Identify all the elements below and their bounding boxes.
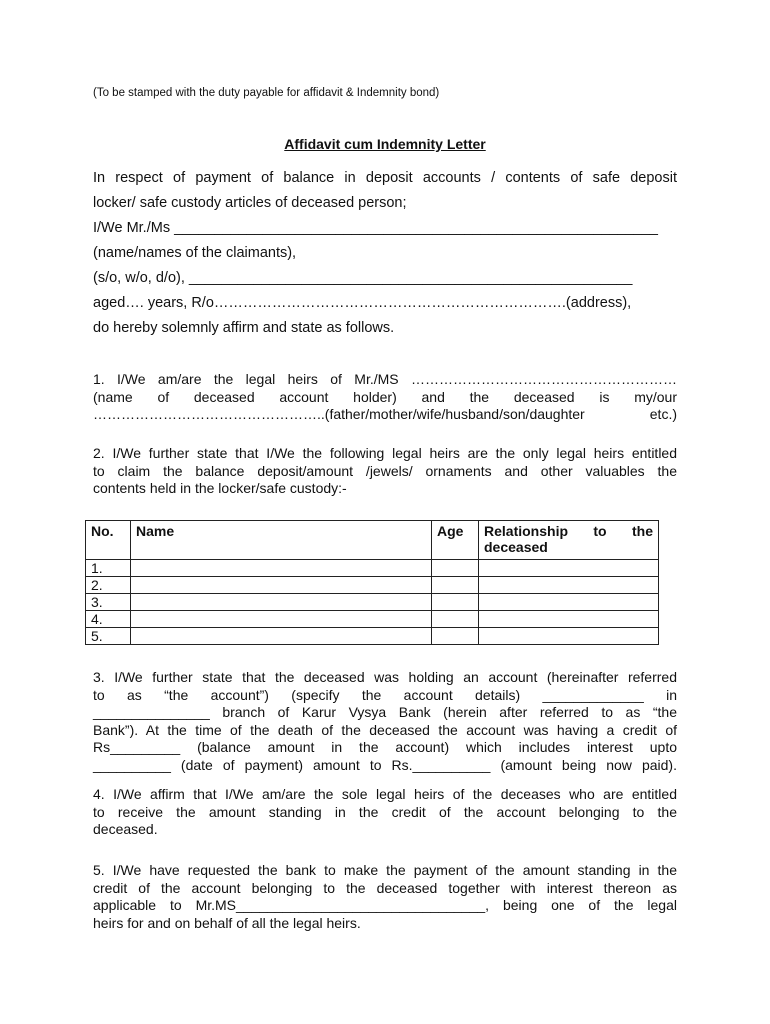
clause-line: to as “the account”) (specify the account details) _____________ in: [93, 686, 677, 703]
name-cell[interactable]: [131, 577, 432, 594]
relationship-cell[interactable]: [479, 628, 659, 645]
clause-4: [93, 786, 677, 839]
header-no: No.: [86, 521, 131, 560]
clause-line: 5. I/We have requested the bank to make the payment of the amount standing in the: [93, 862, 677, 878]
clause-line: credit of the account belonging to the deceased together with interest thereon as: [93, 879, 677, 896]
claimant-name-line: I/We Mr./Ms ____________________________________________________________: [93, 220, 658, 236]
relationship-cell[interactable]: [479, 611, 659, 628]
age-cell[interactable]: [432, 594, 479, 611]
name-cell[interactable]: [131, 560, 432, 577]
row-number: 4.: [86, 611, 131, 628]
relationship-cell[interactable]: [479, 577, 659, 594]
header-age: Age: [432, 521, 479, 560]
row-number: 2.: [86, 577, 131, 594]
stamp-note: (To be stamped with the duty payable for affidavit & Indemnity bond): [93, 87, 440, 99]
intro-section: [93, 168, 677, 343]
intro-line: locker/ safe custody articles of deceased person;: [93, 195, 407, 211]
clause-line: …………………………………………..(father/mother/wife/husband/son/daughter etc.): [93, 406, 677, 422]
clause-line: Rs_________ (balance amount in the account) which includes interest upto: [93, 739, 677, 755]
table-row: [86, 611, 659, 628]
clause-5: [93, 862, 677, 932]
legal-heirs-table: [85, 520, 659, 645]
name-cell[interactable]: [131, 611, 432, 628]
table-row: [86, 560, 659, 577]
intro-line: (name/names of the claimants),: [93, 245, 297, 261]
intro-line: In respect of payment of balance in deposit accounts / contents of safe deposit: [93, 170, 677, 186]
name-cell[interactable]: [131, 594, 432, 611]
clause-3: [93, 669, 677, 774]
clause-line: __________ (date of payment) amount to Rs.__________ (amount being now paid).: [93, 756, 677, 773]
row-number: 5.: [86, 628, 131, 645]
clause-line: 4. I/We affirm that I/We am/are the sole legal heirs of the deceases who are entitled: [93, 786, 677, 802]
clause-2: [93, 445, 677, 498]
clause-line: 3. I/We further state that the deceased was holding an account (hereinafter referred: [93, 669, 677, 685]
header-relationship-line: deceased: [484, 539, 548, 555]
relationship-cell[interactable]: [479, 560, 659, 577]
row-number: 1.: [86, 560, 131, 577]
clause-line: 1. I/We am/are the legal heirs of Mr./MS …………………………………………………: [93, 371, 677, 387]
table-row: [86, 577, 659, 594]
name-cell[interactable]: [131, 628, 432, 645]
age-cell[interactable]: [432, 577, 479, 594]
clause-line: deceased.: [93, 821, 158, 837]
address-line: aged…. years, R/o……………………………………………………………….(address),: [93, 295, 632, 311]
age-cell[interactable]: [432, 560, 479, 577]
clause-line: Bank”). At the time of the death of the deceased the account was having a credit of: [93, 721, 677, 738]
row-number: 3.: [86, 594, 131, 611]
table-header-row: [86, 521, 659, 560]
relationship-cell[interactable]: [479, 594, 659, 611]
age-cell[interactable]: [432, 628, 479, 645]
clause-1: [93, 371, 677, 424]
header-relationship: [479, 521, 659, 560]
clause-line: to claim the balance deposit/amount /jewels/ ornaments and other valuables the: [93, 462, 677, 479]
clause-line: 2. I/We further state that I/We the following legal heirs are the only legal heirs entitled: [93, 445, 677, 461]
clause-line: _______________ branch of Karur Vysya Bank (herein after referred to as “the: [93, 704, 677, 720]
header-name: Name: [131, 521, 432, 560]
clause-line: (name of deceased account holder) and the deceased is my/our: [93, 388, 677, 405]
age-cell[interactable]: [432, 611, 479, 628]
clause-line: heirs for and on behalf of all the legal heirs.: [93, 914, 361, 931]
relation-line: (s/o, w/o, d/o), _______________________________________________________: [93, 270, 633, 286]
intro-line: do hereby solemnly affirm and state as follows.: [93, 320, 395, 336]
clause-line: to receive the amount standing in the credit of the account belonging to the: [93, 803, 677, 820]
clause-line: contents held in the locker/safe custody:-: [93, 480, 347, 496]
header-relationship-line: Relationship to the: [484, 523, 653, 539]
table-row: [86, 594, 659, 611]
table-row: [86, 628, 659, 645]
document-title: Affidavit cum Indemnity Letter: [284, 136, 486, 152]
clause-line: applicable to Mr.MS________________________________, being one of the legal: [93, 897, 677, 913]
